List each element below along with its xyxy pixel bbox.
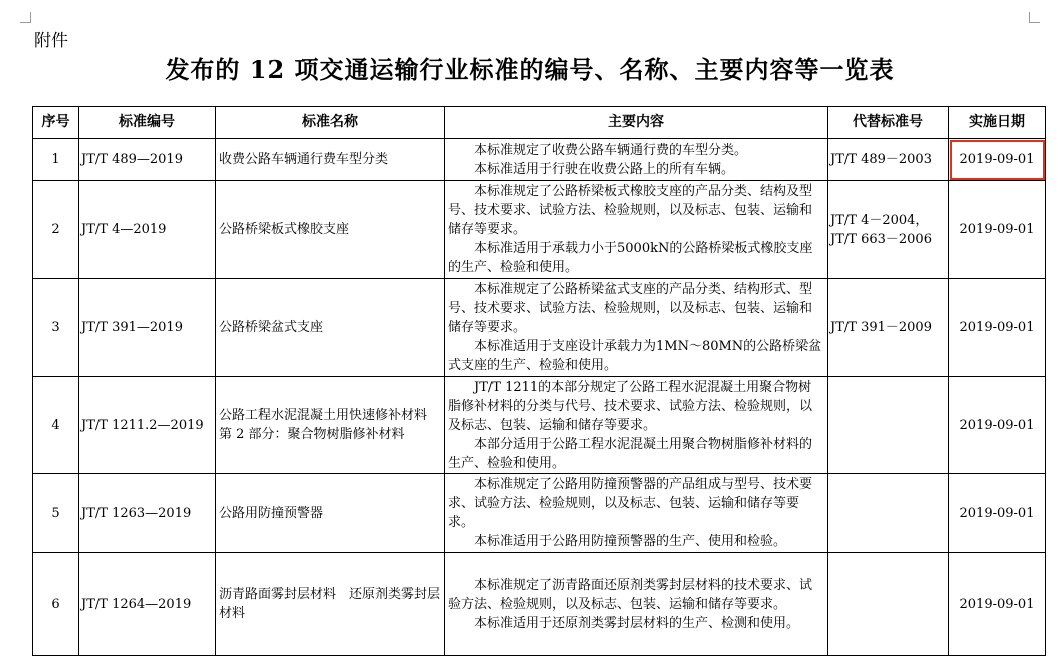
document-title: 发布的 12 项交通运输行业标准的编号、名称、主要内容等一览表: [165, 55, 895, 84]
row-date: 2019-09-01: [949, 279, 1046, 377]
row-no: 3: [33, 279, 79, 377]
table-row: [33, 279, 1046, 377]
row-code: JT/T 4—2019: [79, 181, 216, 279]
header-date: 实施日期: [949, 107, 1046, 139]
row-code: JT/T 391—2019: [79, 279, 216, 377]
table-row: [33, 474, 1046, 553]
row-content: [445, 377, 828, 474]
replaces-line: JT/T 4－2004，: [830, 212, 929, 228]
row-date: 2019-09-01: [949, 553, 1046, 656]
header-content: 主要内容: [445, 107, 828, 139]
row-content: [445, 181, 828, 279]
content-paragraph: 本标准适用于承载力小于5000kN的公路桥梁板式橡胶支座的生产、检验和使用。: [448, 241, 813, 275]
content-paragraph: 本标准规定了公路用防撞预警器的产品组成与型号、技术要求、试验方法、检验规则，以及标志、包装、运输和储存等要求。: [448, 477, 813, 530]
row-no: 1: [33, 139, 79, 181]
table-row: [33, 139, 1046, 181]
header-no: 序号: [33, 107, 79, 139]
row-name: 沥青路面雾封层材料 还原剂类雾封层材料: [216, 553, 445, 656]
page-corner-mark-right: [1029, 12, 1040, 23]
row-name: 公路用防撞预警器: [216, 474, 445, 553]
row-code: JT/T 1211.2—2019: [79, 377, 216, 474]
row-no: 4: [33, 377, 79, 474]
row-date-highlighted: 2019-09-01: [949, 139, 1046, 181]
content-paragraph: 本部分适用于公路工程水泥混凝土用聚合物树脂修补材料的生产、检验和使用。: [448, 436, 813, 471]
row-name: 收费公路车辆通行费车型分类: [216, 139, 445, 181]
row-replaces: [828, 139, 949, 181]
attachment-label: 附件: [34, 31, 68, 51]
replaces-line: JT/T 663－2006: [830, 231, 932, 247]
row-code: JT/T 489—2019: [79, 139, 216, 181]
replaces-line: JT/T 489－2003: [830, 152, 932, 167]
row-date: 2019-09-01: [949, 181, 1046, 279]
header-code: 标准编号: [79, 107, 216, 139]
header-replaces: 代替标准号: [828, 107, 949, 139]
content-paragraph: 本标准适用于公路用防撞预警器的生产、使用和检验。: [474, 534, 787, 549]
replaces-line: JT/T 391－2009: [830, 320, 932, 335]
content-paragraph: 本标准规定了公路桥梁板式橡胶支座的产品分类、结构及型号、技术要求、试验方法、检验规则，以及标志、包装、运输和储存等要求。: [448, 184, 813, 237]
row-content: [445, 279, 828, 377]
table-row: [33, 377, 1046, 474]
content-paragraph: 本标准适用于行驶在收费公路上的所有车辆。: [474, 161, 735, 177]
row-code: JT/T 1264—2019: [79, 553, 216, 656]
page-corner-mark-left: [20, 12, 31, 23]
table-row: [33, 553, 1046, 656]
content-paragraph: 本标准适用于还原剂类雾封层材料的生产、检测和使用。: [474, 615, 800, 631]
table-header-row: [33, 107, 1046, 139]
content-paragraph: 本标准规定了沥青路面还原剂类雾封层材料的技术要求、试验方法、检验规则，以及标志、包装、运输和储存等要求。: [448, 577, 813, 612]
standards-table: [32, 106, 1046, 656]
row-replaces: [828, 474, 949, 553]
row-content: [445, 553, 828, 656]
row-replaces: [828, 377, 949, 474]
row-replaces: [828, 279, 949, 377]
row-replaces: [828, 181, 949, 279]
row-code: JT/T 1263—2019: [79, 474, 216, 553]
row-no: 6: [33, 553, 79, 656]
content-paragraph: 本标准适用于支座设计承载力为1MN～80MN的公路桥梁盆式支座的生产、检验和使用。: [448, 339, 822, 373]
content-paragraph: JT/T 1211的本部分规定了公路工程水泥混凝土用聚合物树脂修补材料的分类与代号、技术要求、试验方法、检验规则，以及标志、包装、运输和储存等要求。: [448, 379, 813, 433]
row-date: 2019-09-01: [949, 377, 1046, 474]
row-content: [445, 139, 828, 181]
row-content: [445, 474, 828, 553]
row-no: 5: [33, 474, 79, 553]
row-replaces: [828, 553, 949, 656]
row-name: 公路工程水泥混凝土用快速修补材料 第 2 部分：聚合物树脂修补材料: [216, 377, 445, 474]
table-row: [33, 181, 1046, 279]
row-date: 2019-09-01: [949, 474, 1046, 553]
content-paragraph: 本标准规定了收费公路车辆通行费的车型分类。: [474, 142, 748, 158]
content-paragraph: 本标准规定了公路桥梁盆式支座的产品分类、结构形式、型号、技术要求、试验方法、检验规则，以及标志、包装、运输和储存等要求。: [448, 282, 813, 335]
row-no: 2: [33, 181, 79, 279]
row-name: 公路桥梁盆式支座: [216, 279, 445, 377]
header-name: 标准名称: [216, 107, 445, 139]
row-name: 公路桥梁板式橡胶支座: [216, 181, 445, 279]
